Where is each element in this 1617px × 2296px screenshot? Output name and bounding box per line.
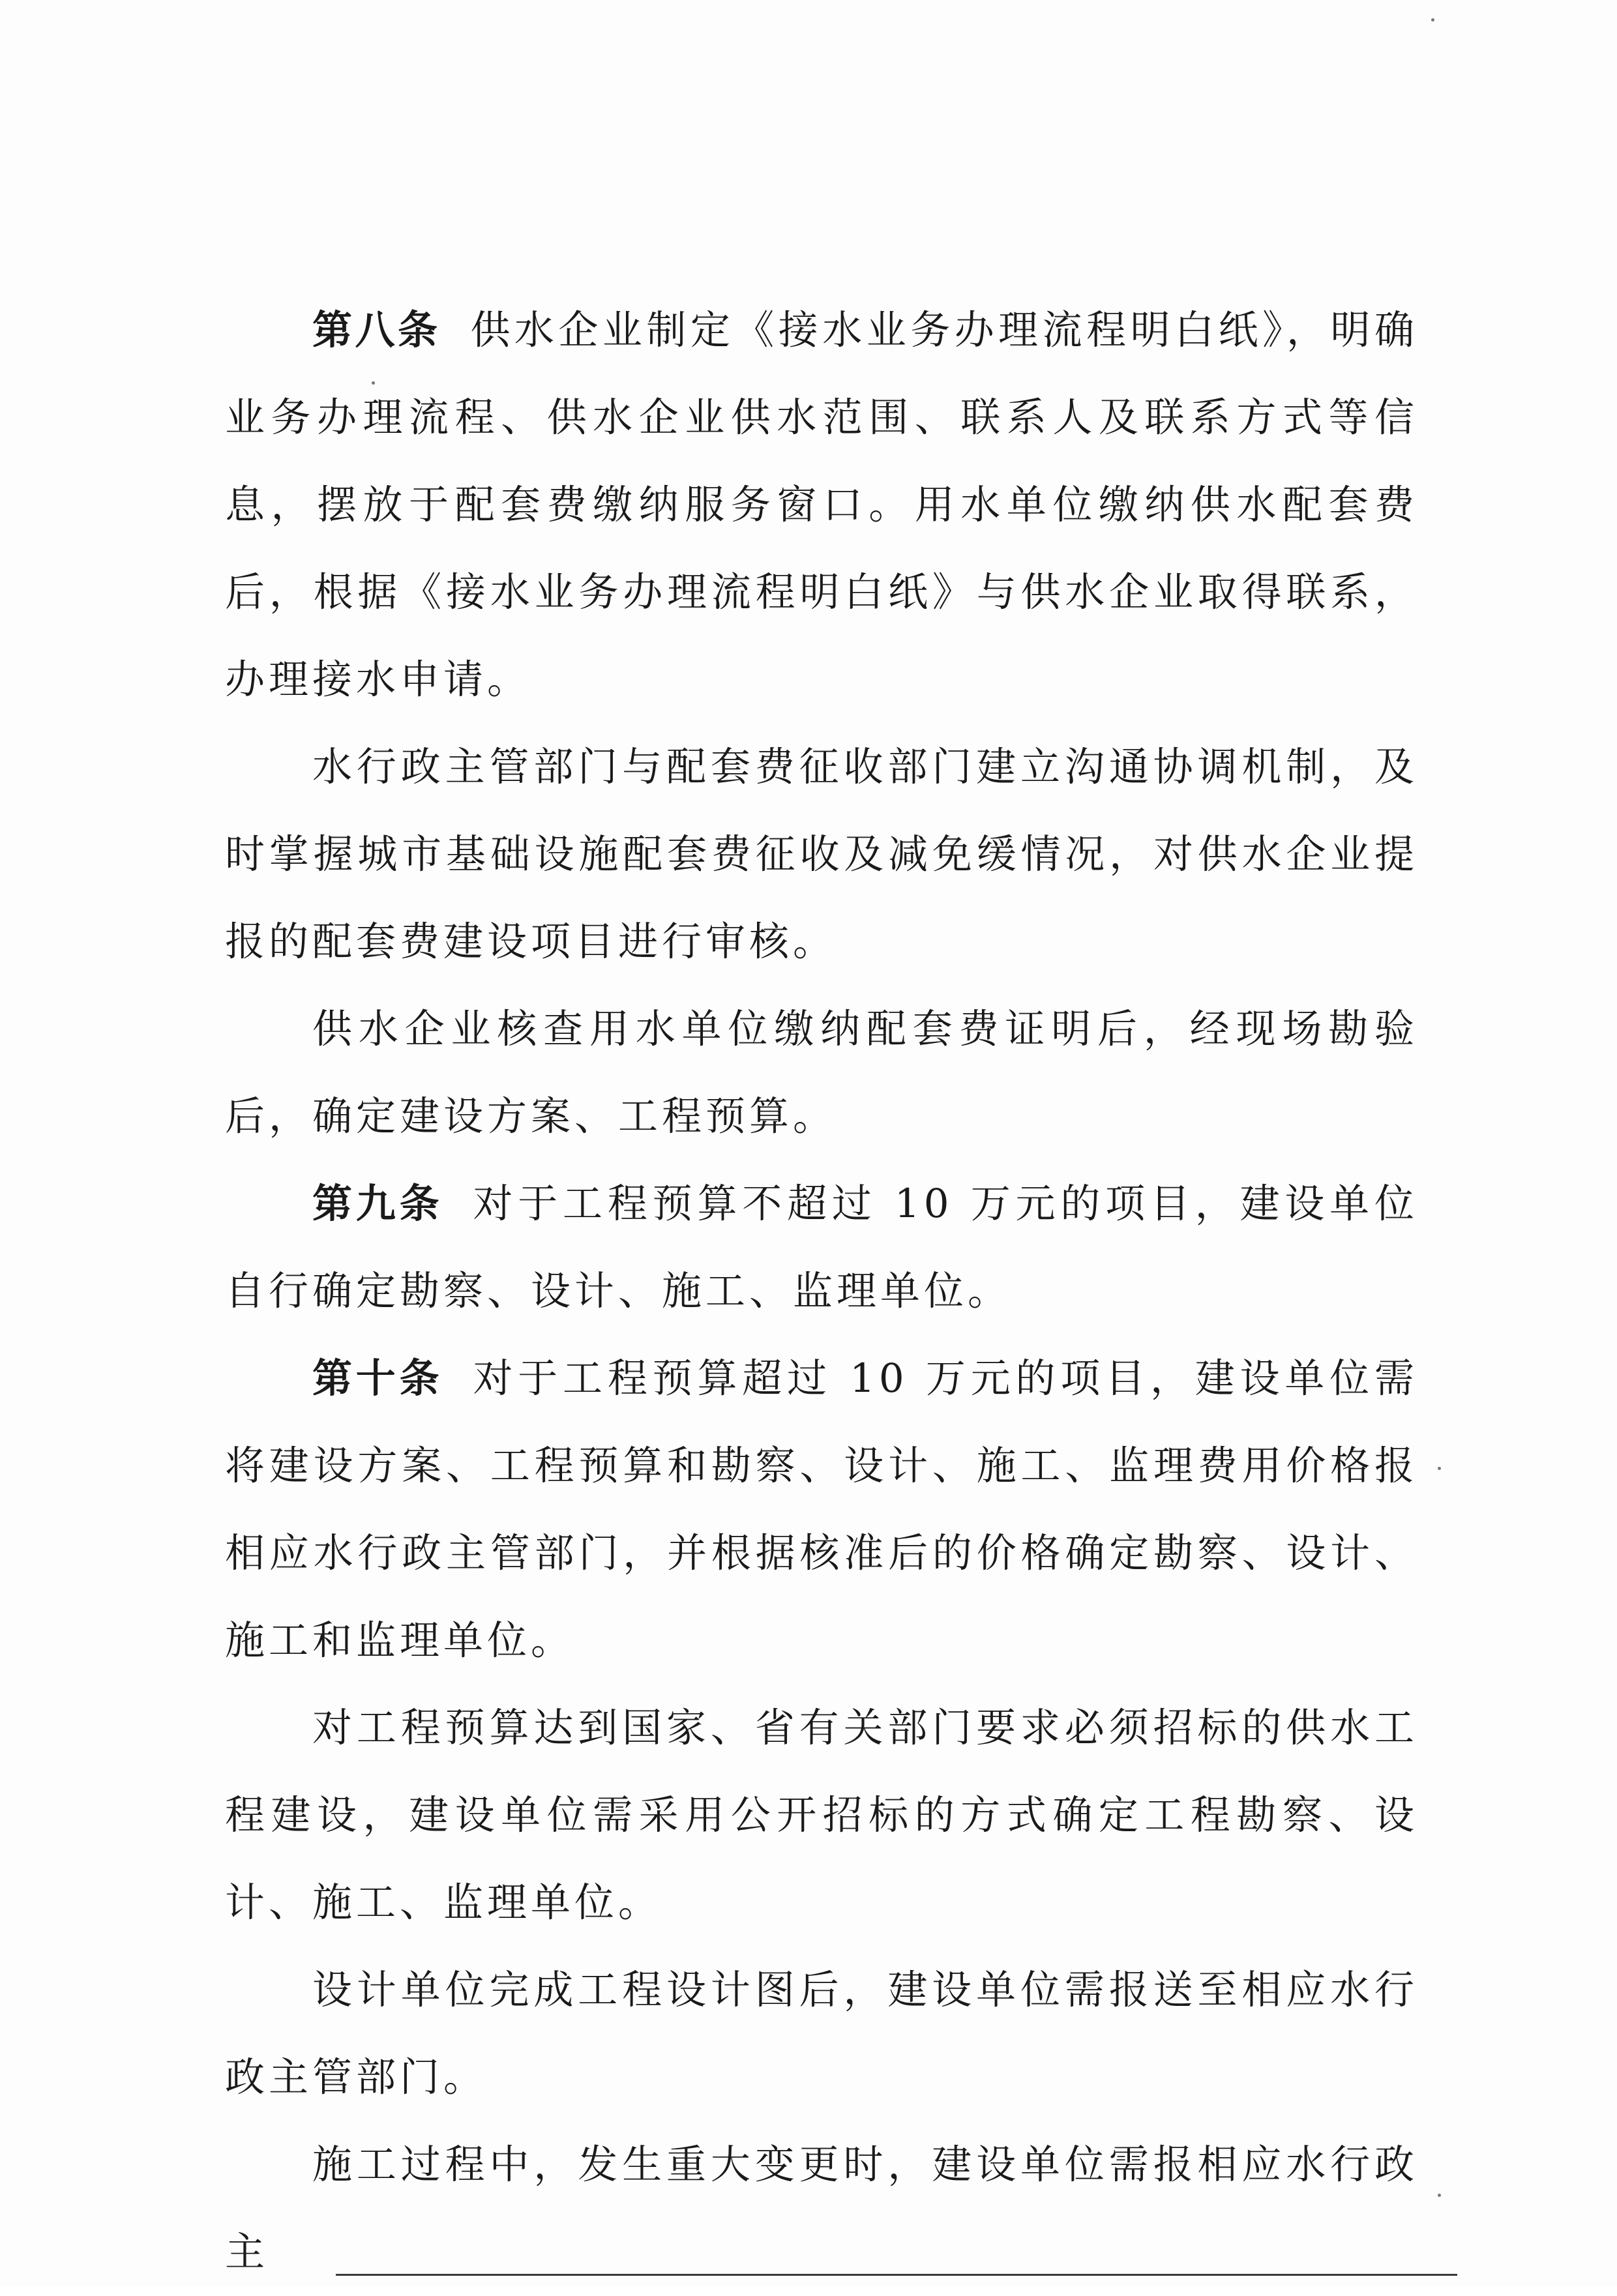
bottom-rule xyxy=(336,2274,1457,2276)
article-number: 第九条 xyxy=(312,1181,443,1227)
paragraph-text: 供水企业核查用水单位缴纳配套费证明后，经现场勘验后，确定建设方案、工程预算。 xyxy=(225,1006,1418,1140)
scan-speck xyxy=(372,381,375,385)
scan-speck xyxy=(1438,2194,1441,2197)
paragraph-tendering xyxy=(225,1685,1418,1947)
paragraph-article-10 xyxy=(225,1335,1418,1685)
paragraph-article-9 xyxy=(225,1160,1418,1335)
paragraph-text: 对于工程预算不超过 10 万元的项目，建设单位自行确定勘察、设计、施工、监理单位。 xyxy=(225,1181,1418,1314)
document-body xyxy=(225,287,1418,2296)
paragraph-major-changes xyxy=(225,2121,1418,2296)
paragraph-verification xyxy=(225,986,1418,1160)
article-number: 第十条 xyxy=(312,1355,443,1402)
paragraph-text: 供水企业制定《接水业务办理流程明白纸》，明确业务办理流程、供水企业供水范围、联系人及联系方式等信息，摆放于配套费缴纳服务窗口。用水单位缴纳供水配套费后，根据《接水业务办理流程明白纸》与供水企业取得联系，办理接水申请。 xyxy=(225,307,1418,703)
paragraph-text: 设计单位完成工程设计图后，建设单位需报送至相应水行政主管部门。 xyxy=(225,1967,1418,2100)
paragraph-coordination xyxy=(225,724,1418,986)
scan-speck xyxy=(1438,1467,1441,1470)
paragraph-text: 对工程预算达到国家、省有关部门要求必须招标的供水工程建设，建设单位需采用公开招标的方式确定工程勘察、设计、施工、监理单位。 xyxy=(225,1705,1418,1926)
scan-speck xyxy=(1431,18,1434,22)
paragraph-text: 水行政主管部门与配套费征收部门建立沟通协调机制，及时掌握城市基础设施配套费征收及减免缓情况，对供水企业提报的配套费建设项目进行审核。 xyxy=(225,744,1418,965)
article-number: 第八条 xyxy=(312,307,441,353)
paragraph-design-submission xyxy=(225,1947,1418,2121)
paragraph-text: 对于工程预算超过 10 万元的项目，建设单位需将建设方案、工程预算和勘察、设计、施工、监理费用价格报相应水行政主管部门，并根据核准后的价格确定勘察、设计、施工和监理单位。 xyxy=(225,1355,1418,1664)
paragraph-text: 施工过程中，发生重大变更时，建设单位需报相应水行政主 xyxy=(225,2141,1418,2275)
paragraph-article-8 xyxy=(225,287,1418,724)
